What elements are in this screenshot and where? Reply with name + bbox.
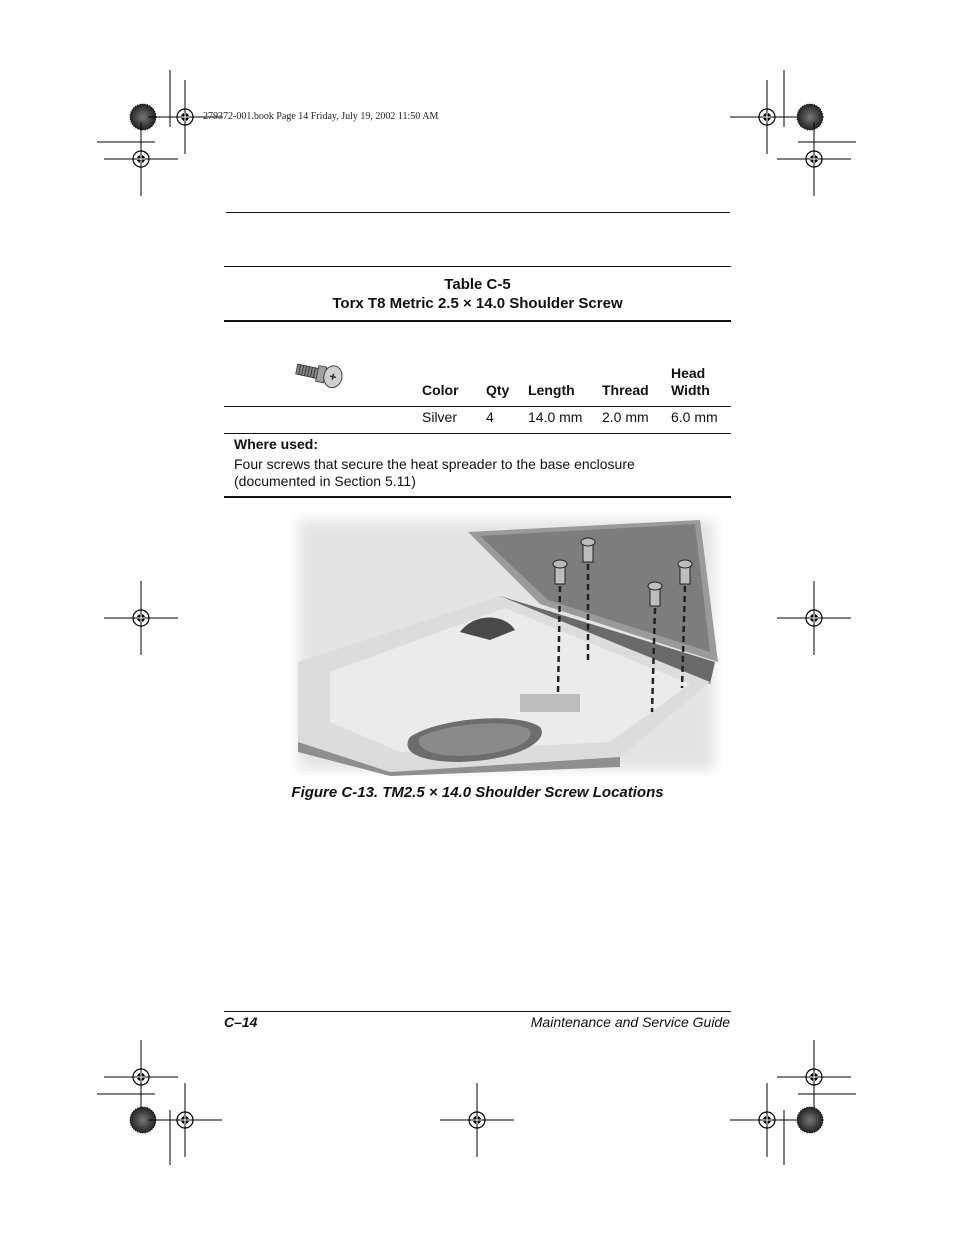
header-head-width-line1: Head: [671, 365, 706, 381]
figure-image: [290, 512, 722, 776]
table-row-rule: [224, 433, 731, 434]
table-header-rule: [224, 406, 731, 407]
header-head-width-line2: Width: [671, 382, 710, 398]
cell-color: Silver: [422, 409, 458, 425]
header-qty: Qty: [486, 382, 510, 398]
guide-title: Maintenance and Service Guide: [530, 1014, 730, 1030]
table-label: Table C-5: [444, 276, 511, 293]
cell-qty: 4: [486, 409, 494, 425]
figure-caption: Figure C-13. TM2.5 × 14.0 Shoulder Screw Locations: [291, 784, 664, 801]
header-color: Color: [422, 382, 459, 398]
table-title-rule: [224, 320, 731, 322]
cell-length: 14.0 mm: [528, 409, 583, 425]
footer-rule: [224, 1011, 731, 1012]
table-bottom-rule: [224, 496, 731, 498]
where-used-line-2: (documented in Section 5.11): [234, 473, 416, 489]
header-length: Length: [528, 382, 575, 398]
cell-thread: 2.0 mm: [602, 409, 649, 425]
cell-head-width: 6.0 mm: [671, 409, 718, 425]
screw-image: [292, 358, 348, 392]
table-title: Torx T8 Metric 2.5 × 14.0 Shoulder Screw: [332, 295, 623, 312]
page-number: C–14: [224, 1014, 258, 1030]
table-top-rule: [224, 266, 731, 267]
where-used-line-1: Four screws that secure the heat spreader to the base enclosure: [234, 456, 635, 472]
where-used-label: Where used:: [234, 436, 319, 452]
header-thread: Thread: [602, 382, 649, 398]
book-header: 279372-001.book Page 14 Friday, July 19, 2002 11:50 AM: [203, 111, 439, 122]
top-rule: [226, 212, 730, 213]
